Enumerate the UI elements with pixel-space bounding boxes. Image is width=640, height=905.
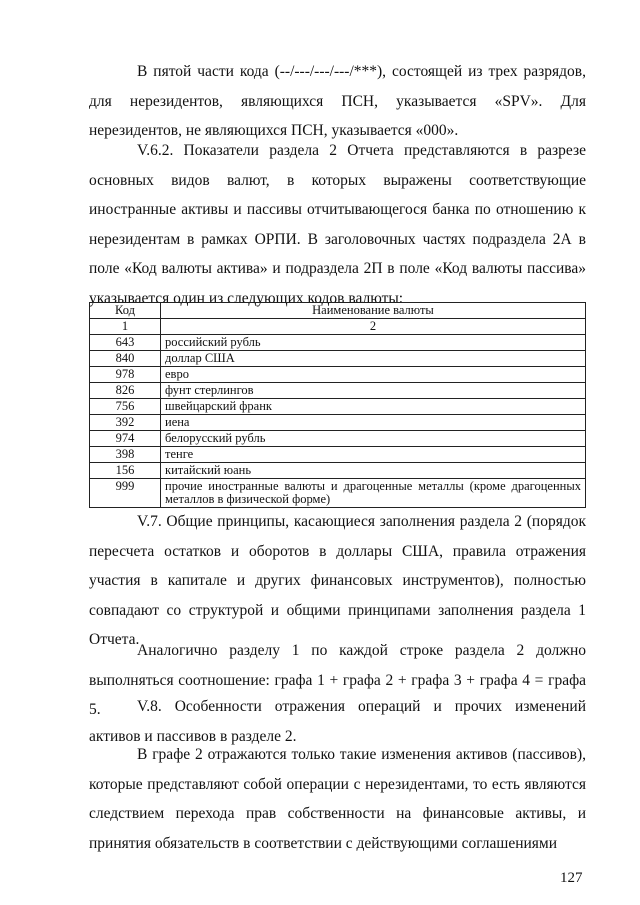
currency-name-cell: доллар США [161,351,586,367]
header-code: Код [90,303,161,319]
currency-name-cell: фунт стерлингов [161,383,586,399]
paragraph-column-2: В графе 2 отражаются только такие изменения активов (пассивов), которые представляют собой операции с нерезидентами, то есть являются следствием перехода прав собственности на финансовые активы, и принятия обязательств в соответствии с действующими соглашениями [89,746,586,852]
currency-code-cell: 826 [90,383,161,399]
currency-name-cell: китайский юань [161,463,586,479]
column-number-1: 1 [90,319,161,335]
table-header-row [90,303,586,319]
paragraph-relation: Аналогично разделу 1 по каждой строке раздела 2 должно выполняться соотношение: графа 1 + графа 2 + графа 3 + графа 4 = графа 5. [89,642,586,718]
table-column-numbers-row [90,319,586,335]
table-row [90,351,586,367]
table-row [90,463,586,479]
table-row [90,479,586,508]
paragraph-v-7: V.7. Общие принципы, касающиеся заполнения раздела 2 (порядок пересчета остатков и оборотов в доллары США, правила отражения участия в капитале и других финансовых инструментов), полностью совпадают со структурой и общими принципами заполнения раздела 1 Отчета. [89,513,586,648]
table-row [90,335,586,351]
table-row [90,447,586,463]
paragraph-fifth-code-part: В пятой части кода (--/---/---/---/***), состоящей из трех разрядов, для нерезидентов, являющихся ПСН, указывается «SPV». Для нерезидентов, не являющихся ПСН, указывается «000». [89,63,586,139]
page-number: 127 [560,870,583,886]
currency-code-cell: 978 [90,367,161,383]
currency-code-cell: 999 [90,479,161,508]
currency-name-cell: евро [161,367,586,383]
currency-name-cell: российский рубль [161,335,586,351]
currency-name-cell: прочие иностранные валюты и драгоценные металлы (кроме драгоценных металлов в физической форме) [161,479,586,508]
column-number-2: 2 [161,319,586,335]
table-row [90,431,586,447]
currency-code-cell: 156 [90,463,161,479]
currency-code-cell: 756 [90,399,161,415]
currency-code-cell: 392 [90,415,161,431]
table-row [90,367,586,383]
currency-name-cell: швейцарский франк [161,399,586,415]
currency-codes-table [89,302,586,508]
currency-name-cell: иена [161,415,586,431]
header-currency-name: Наименование валюты [161,303,586,319]
currency-name-cell: тенге [161,447,586,463]
currency-code-cell: 974 [90,431,161,447]
table-row [90,415,586,431]
paragraph-v-8: V.8. Особенности отражения операций и прочих изменений активов и пассивов в разделе 2. [89,698,586,745]
currency-code-cell: 398 [90,447,161,463]
currency-name-cell: белорусский рубль [161,431,586,447]
table-row [90,399,586,415]
currency-code-cell: 840 [90,351,161,367]
currency-code-cell: 643 [90,335,161,351]
table-row [90,383,586,399]
paragraph-v-6-2: V.6.2. Показатели раздела 2 Отчета представляются в разрезе основных видов валют, в которых выражены соответствующие иностранные активы и пассивы отчитывающегося банка по отношению к нерезидентам в рамках ОРПИ. В заголовочных частях подраздела 2А в поле «Код валюты актива» и подраздела 2П в поле «Код валюты пассива» указывается один из следующих кодов валюты: [89,142,586,307]
